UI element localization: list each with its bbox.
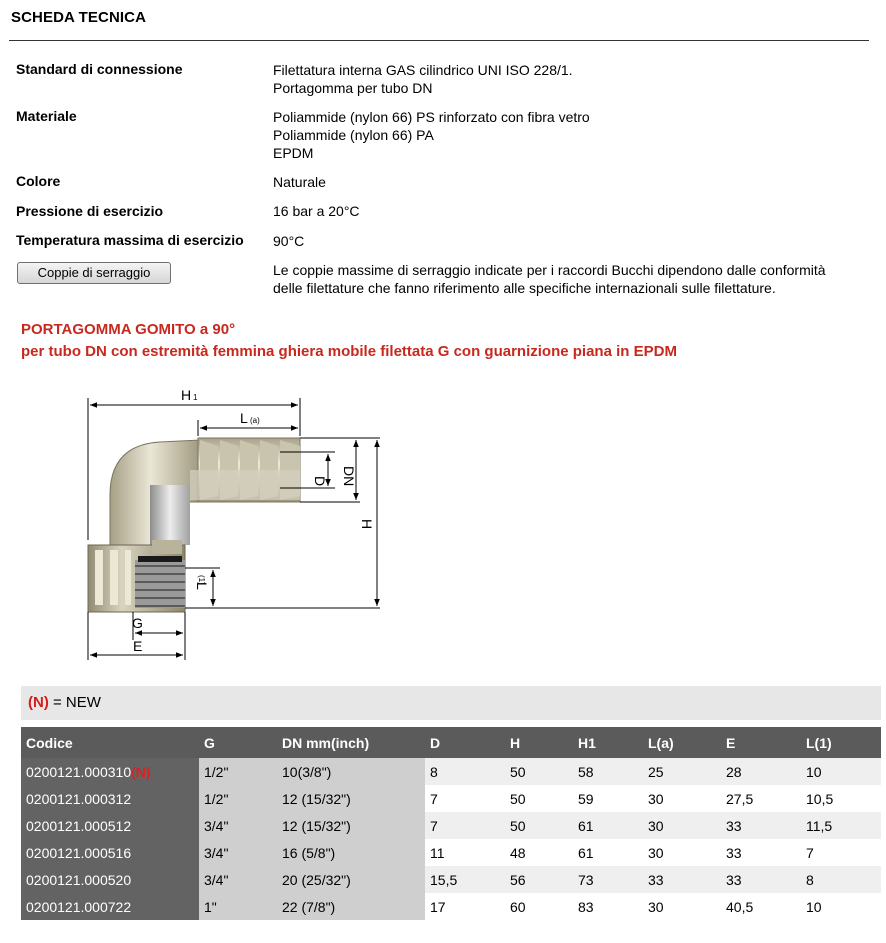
cell-dn: 16 (5/8"): [277, 839, 425, 866]
cell-dn: 20 (25/32"): [277, 866, 425, 893]
cell-code: [21, 758, 199, 785]
col-header-g: G: [199, 727, 277, 758]
cell-h1: 61: [573, 812, 643, 839]
spec-value-line: Portagomma per tubo DN: [273, 80, 433, 96]
col-header-l1: L(1): [801, 727, 881, 758]
cell-code: [21, 785, 199, 812]
col-header-h1: H1: [573, 727, 643, 758]
label-dn: DN: [341, 466, 357, 487]
label-h1-sub: 1: [193, 393, 198, 402]
fitting-body: [88, 438, 300, 612]
cell-l1: 10,5: [801, 785, 881, 812]
cell-e: 33: [721, 812, 801, 839]
spec-value-line: Filettatura interna GAS cilindrico UNI ISO 228/1.: [273, 62, 573, 78]
label-l1: L: [194, 582, 210, 590]
cell-e: 33: [721, 866, 801, 893]
cell-h1: 58: [573, 758, 643, 785]
table-row: [21, 839, 881, 866]
cell-e: 27,5: [721, 785, 801, 812]
cell-dn: 22 (7/8"): [277, 893, 425, 920]
spec-label-pressure: Pressione di esercizio: [16, 203, 164, 219]
cell-dn: 12 (15/32"): [277, 785, 425, 812]
table-row: [21, 866, 881, 893]
col-header-code: Codice: [21, 727, 199, 758]
cell-dn: 10(3/8"): [277, 758, 425, 785]
cell-h: 50: [505, 812, 573, 839]
spec-label-material: Materiale: [16, 108, 77, 124]
cell-g: 3/4": [199, 839, 277, 866]
cell-la: 30: [643, 812, 721, 839]
spec-value-color: Naturale: [273, 174, 326, 190]
cell-g: 3/4": [199, 812, 277, 839]
product-code: 0200121.000312: [26, 790, 132, 807]
label-e: E: [133, 638, 143, 654]
cell-h: 48: [505, 839, 573, 866]
cell-h1: 73: [573, 866, 643, 893]
cell-la: 25: [643, 758, 721, 785]
table-row: [21, 812, 881, 839]
col-header-e: E: [721, 727, 801, 758]
cell-h1: 61: [573, 839, 643, 866]
cell-la: 30: [643, 839, 721, 866]
table-row: [21, 758, 881, 785]
torque-button[interactable]: Coppie di serraggio: [17, 262, 171, 284]
cell-e: 28: [721, 758, 801, 785]
spec-label-temperature: Temperatura massima di esercizio: [16, 232, 244, 248]
label-d: D: [312, 476, 328, 487]
spec-label-standard: Standard di connessione: [16, 61, 183, 77]
product-table: [21, 727, 881, 920]
cell-d: 8: [425, 758, 505, 785]
torque-description-line: delle filettature che fanno riferimento alle specifiche internazionali sulle filettature.: [273, 280, 776, 296]
torque-description-line: Le coppie massime di serraggio indicate per i raccordi Bucchi dipendono dalle conformità: [273, 262, 826, 278]
cell-g: 3/4": [199, 866, 277, 893]
cell-h: 60: [505, 893, 573, 920]
cell-code: [21, 812, 199, 839]
table-row: [21, 893, 881, 920]
cell-h: 56: [505, 866, 573, 893]
cell-code: [21, 893, 199, 920]
cell-d: 11: [425, 839, 505, 866]
product-title: PORTAGOMMA GOMITO a 90°: [21, 321, 236, 338]
col-header-dn: DN mm(inch): [277, 727, 425, 758]
label-g: G: [132, 615, 143, 631]
cell-e: 40,5: [721, 893, 801, 920]
cell-g: 1/2": [199, 758, 277, 785]
cell-code: [21, 839, 199, 866]
product-code: 0200121.000520: [26, 871, 132, 888]
cell-la: 30: [643, 785, 721, 812]
label-l-sub: (a): [250, 416, 260, 425]
product-code: 0200121.000722: [26, 898, 132, 915]
spec-value-temperature: 90°C: [273, 233, 305, 249]
cell-g: 1": [199, 893, 277, 920]
label-l1-sub: (1): [197, 575, 206, 585]
cell-g: 1/2": [199, 785, 277, 812]
col-header-h: H: [505, 727, 573, 758]
cell-d: 15,5: [425, 866, 505, 893]
cell-l1: 10: [801, 893, 881, 920]
spec-value-line: Poliammide (nylon 66) PS rinforzato con fibra vetro: [273, 109, 590, 125]
page-title: SCHEDA TECNICA: [11, 9, 147, 26]
spec-value-pressure: 16 bar a 20°C: [273, 203, 360, 219]
table-row: [21, 785, 881, 812]
product-code: 0200121.000516: [26, 844, 132, 861]
col-header-d: D: [425, 727, 505, 758]
cell-h1: 59: [573, 785, 643, 812]
cell-d: 7: [425, 812, 505, 839]
product-code: 0200121.000310: [26, 763, 132, 780]
cell-dn: 12 (15/32"): [277, 812, 425, 839]
legend-description: = NEW: [48, 694, 101, 711]
product-code: 0200121.000512: [26, 817, 132, 834]
cell-h: 50: [505, 785, 573, 812]
spec-value-line: EPDM: [273, 145, 314, 161]
cell-l1: 10: [801, 758, 881, 785]
col-header-la: L(a): [643, 727, 721, 758]
cell-e: 33: [721, 839, 801, 866]
legend-bar: [21, 686, 881, 720]
cell-l1: 8: [801, 866, 881, 893]
cell-h: 50: [505, 758, 573, 785]
label-l: L: [240, 410, 248, 426]
cell-la: 33: [643, 866, 721, 893]
label-h: H: [359, 519, 375, 530]
cell-la: 30: [643, 893, 721, 920]
product-subtitle: per tubo DN con estremità femmina ghiera mobile filettata G con guarnizione piana in EPDM: [21, 343, 677, 360]
new-badge: (N): [131, 763, 151, 780]
spec-value-line: Poliammide (nylon 66) PA: [273, 127, 434, 143]
legend-text: [28, 694, 101, 711]
new-marker: (N): [28, 694, 49, 711]
cell-d: 7: [425, 785, 505, 812]
cell-h1: 83: [573, 893, 643, 920]
label-h1: H: [181, 387, 192, 403]
cell-l1: 7: [801, 839, 881, 866]
cell-d: 17: [425, 893, 505, 920]
spec-label-color: Colore: [16, 173, 61, 189]
cell-l1: 11,5: [801, 812, 881, 839]
table-header-row: [21, 727, 881, 758]
cell-code: [21, 866, 199, 893]
